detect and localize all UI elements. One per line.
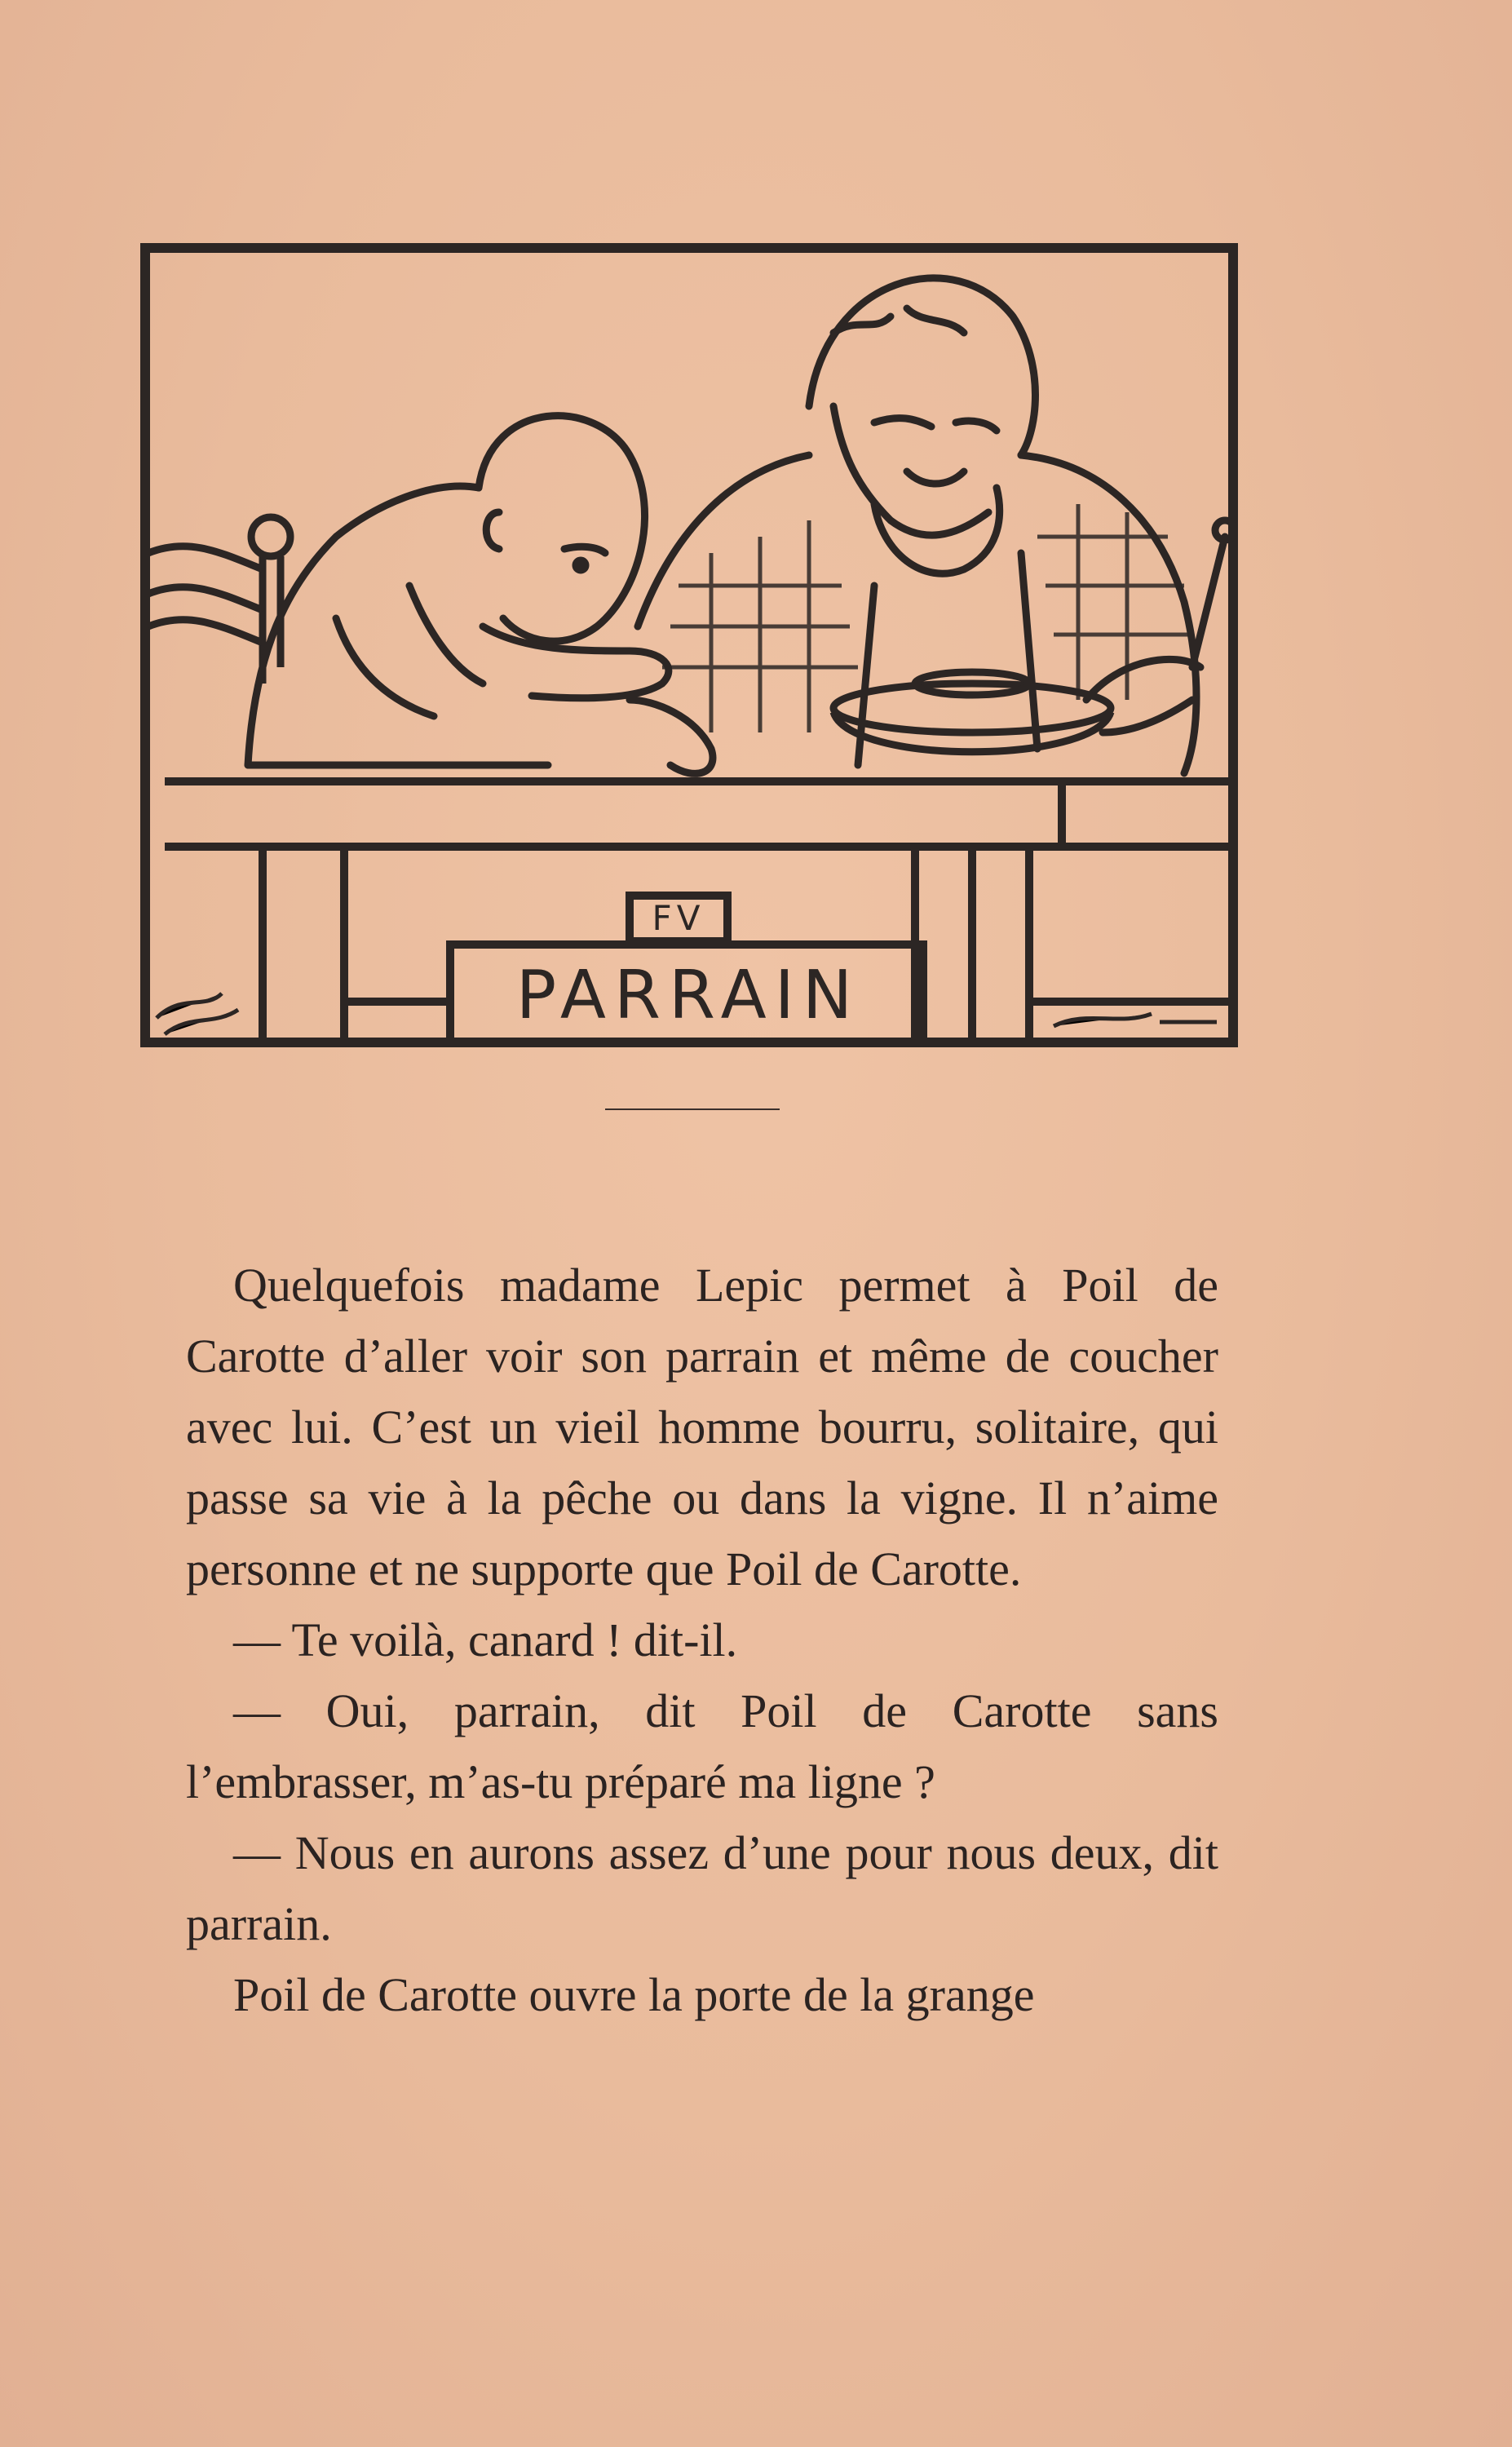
paragraph: Quelquefois madame Lepic permet à Poil de Carotte d’aller voir son parrain et même de coucher avec lui. C’est un vieil homme bourru, solitaire, qui passe sa vie à la pêche ou dans la vigne. Il n’aime personne et ne supporte que Poil de Carotte. <box>186 1259 1218 1595</box>
paragraph: — Te voilà, canard ! dit-il. <box>233 1613 738 1666</box>
paragraph: — Oui, parrain, dit Poil de Carotte sans l’embrasser, m’as-tu préparé ma ligne ? <box>186 1684 1218 1808</box>
parrain-woodcut-illustration <box>140 243 1238 1051</box>
paragraph: — Nous en aurons assez d’une pour nous deux, dit parrain. <box>186 1826 1218 1950</box>
woodcut-title: PARRAIN <box>515 957 861 1034</box>
body-text <box>186 1250 1218 2030</box>
child-figure <box>248 416 713 774</box>
godfather-figure <box>638 278 1235 773</box>
woodcut-monogram: FV <box>652 898 705 938</box>
paragraph: Poil de Carotte ouvre la porte de la grange <box>233 1968 1035 2021</box>
section-divider <box>605 1108 780 1110</box>
soup-bowl <box>833 672 1111 752</box>
bedpost <box>148 517 290 684</box>
